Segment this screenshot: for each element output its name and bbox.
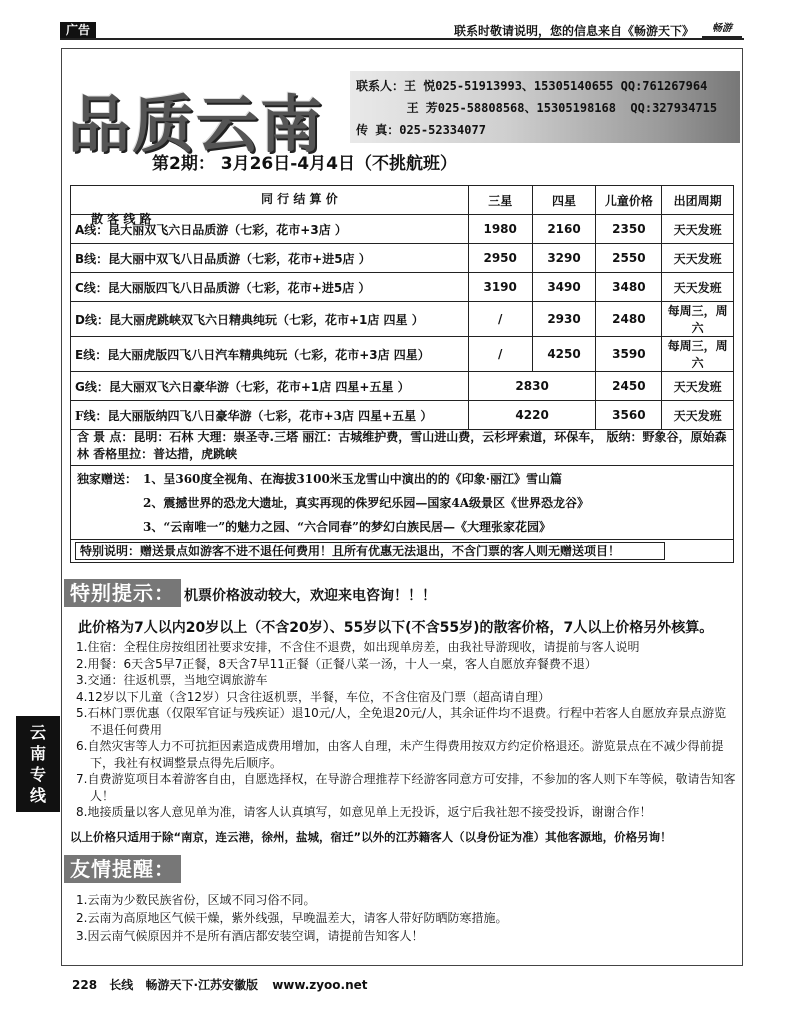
route-cell: F线：昆大丽版纳四飞八日豪华游（七彩，花市+3店 四星+五星 ） (71, 401, 469, 430)
route-cell: B线：昆大丽中双飞八日品质游（七彩，花市+进5店 ） (71, 244, 469, 273)
reminder-list (76, 891, 736, 945)
price-cell: 2450 (596, 372, 662, 401)
schedule-cell: 每周三，周六 (662, 302, 734, 337)
footer-brand: 畅游天下·江苏安徽版 (145, 978, 259, 992)
col-child-price: 儿童价格 (596, 186, 662, 215)
list-item: 2.用餐：6天含5早7正餐，8天含7早11正餐（正餐八菜一汤，十人一桌，客人自愿放弃餐费不退） (76, 656, 597, 671)
banner (62, 69, 742, 189)
price-cell: 1980 (468, 215, 532, 244)
banner-title: 品质云南 (68, 88, 325, 161)
list-item: 1.住宿：全程住房按组团社要求安排，不含住不退费，如出现单房差，由我社导游现收，请提前与客人说明 (76, 640, 640, 654)
list-item: 7.自费游览项目本着游客自由，自愿选择权，在导游合理推荐下经游客同意方可安排，不参加的客人则下车等候，敬请告知客人！ (76, 772, 736, 803)
route-cell: C线：昆大丽版四飞八日品质游（七彩，花市+进5店 ） (71, 273, 469, 302)
route-cell: E线：昆大丽虎版四飞八日汽车精典纯玩（七彩，花市+3店 四星） (71, 337, 469, 372)
footer-website[interactable]: www.zyoo.net (272, 978, 368, 992)
special-tip-badge: 特别提示： (64, 579, 181, 607)
table-corner-header (71, 186, 469, 226)
table-row (71, 337, 734, 372)
schedule-cell: 天天发班 (662, 273, 734, 302)
schedule-cell: 天天发班 (662, 215, 734, 244)
list-item: 2.云南为高原地区气候干燥，紫外线强，早晚温差大，请客人带好防晒防寒措施。 (76, 911, 508, 925)
special-notice: 特别说明：赠送景点如游客不进不退任何费用！且所有优惠无法退出，不含门票的客人则无赠送项目！ (75, 542, 665, 560)
schedule-cell: 天天发班 (662, 401, 734, 430)
page-number: 228 (72, 978, 98, 992)
header-route: 散 客 线 路 (91, 212, 152, 226)
policy-headline: 此价格为7人以内20岁以上（不含20岁）、55岁以下(不含55岁)的散客价格，7人以上价格另外核算。 (78, 620, 714, 636)
col-three-star: 三星 (468, 186, 532, 215)
route-cell: A线：昆大丽双飞六日品质游（七彩，花市+3店 ） (71, 215, 469, 244)
notice-section (71, 539, 733, 561)
merged-price-cell: 4220 (468, 401, 596, 430)
schedule-cell: 每周三，周六 (662, 337, 734, 372)
price-cell: 2480 (596, 302, 662, 337)
gift-item: 1、呈360度全视角、在海拔3100米玉龙雪山中演出的的《印象·丽江》雪山篇 (143, 472, 562, 486)
list-item: 5.石林门票优惠（仅限军官证与残疾证）退10元/人，全免退20元/人，其余证件均不退费。行程中若客人自愿放弃景点游览不退任何费用 (76, 706, 727, 737)
included-attractions: 含 景 点：昆明：石林 大理：崇圣寺.三塔 丽江：古城维护费，雪山进山费，云杉坪索道，环保车， 版纳：野象谷，原始森林 香格里拉：普达措，虎跳峡 (77, 430, 727, 461)
table-row (71, 273, 734, 302)
list-item: 1.云南为少数民族省份，区域不同习俗不同。 (76, 893, 316, 907)
period-title: 第2期： 3月26日-4月4日（不挑航班） (152, 154, 457, 174)
ad-frame (61, 48, 743, 966)
price-cell: 2950 (468, 244, 532, 273)
price-cell: / (468, 302, 532, 337)
price-cell: 4250 (532, 337, 596, 372)
table-row (71, 372, 734, 401)
gift-label: 独家赠送： (77, 472, 138, 486)
list-item: 8.地接质量以客人意见单为准，请客人认真填写，如意见单上无投诉，返宁后我社恕不接受投诉，谢谢合作！ (76, 805, 652, 819)
merged-price-cell: 2830 (468, 372, 596, 401)
schedule-cell: 天天发班 (662, 372, 734, 401)
price-cell: 2930 (532, 302, 596, 337)
contact-box (350, 71, 740, 143)
table-row (71, 302, 734, 337)
list-item: 6.自然灾害等人力不可抗拒因素造成费用增加，由客人自理，未产生得费用按双方约定价格退还。游览景点在不减少得前提下，我社有权调整景点得先后顺序。 (76, 739, 724, 770)
extras-block (70, 425, 734, 563)
price-scope-note: 以上价格只适用于除“南京，连云港，徐州，盐城，宿迁”以外的江苏籍客人（以身份证为准）其他客源地，价格另询！ (70, 830, 672, 844)
reminder-badge: 友情提醒： (64, 855, 181, 883)
route-cell: G线：昆大丽双飞六日豪华游（七彩，花市+1店 四星+五星 ） (71, 372, 469, 401)
price-cell: 2160 (532, 215, 596, 244)
price-cell: 2350 (596, 215, 662, 244)
ad-tag: 广告 (60, 22, 96, 39)
table-row (71, 244, 734, 273)
price-cell: 3560 (596, 401, 662, 430)
fax-line: 传 真：025-52334077 (356, 123, 486, 137)
col-departure: 出团周期 (662, 186, 734, 215)
gift-item: 3、“云南唯一”的魅力之园、“六合同春”的梦幻白族民居—《大理张家花园》 (143, 520, 551, 534)
source-note: 联系时敬请说明，您的信息来自《畅游天下》 (453, 24, 694, 38)
list-item: 4.12岁以下儿童（含12岁）只含往返机票，半餐，车位，不含住宿及门票（超高请自理） (76, 689, 550, 704)
section-side-tab (16, 716, 60, 812)
price-cell: 3290 (532, 244, 596, 273)
schedule-cell: 天天发班 (662, 244, 734, 273)
price-table (70, 185, 734, 430)
page-footer (72, 976, 368, 993)
top-header-strip (0, 0, 800, 46)
price-cell: 3480 (596, 273, 662, 302)
contact-line-1: 联系人：王 悦025-51913993、15305140655 QQ:761267964 (356, 79, 708, 93)
list-item: 3.交通：往返机票，当地空调旅游车 (76, 673, 268, 687)
price-cell: 3590 (596, 337, 662, 372)
gift-item: 2、震撼世界的恐龙大遗址，真实再现的侏罗纪乐园—国家4A级景区《世界恐龙谷》 (143, 496, 590, 510)
table-header-row (71, 186, 734, 215)
price-cell: 2550 (596, 244, 662, 273)
contact-line-2: 王 芳025-58808568、15305198168 QQ:327934715 (356, 101, 718, 115)
header-settlement: 同 行 结 算 价 (261, 192, 338, 206)
special-tip-text: 机票价格波动较大，欢迎来电咨询！！！ (184, 588, 436, 604)
col-four-star: 四星 (532, 186, 596, 215)
price-cell: / (468, 337, 532, 372)
side-tab-label: 云南专线 (29, 723, 46, 805)
magazine-logo: 畅游 (702, 20, 742, 38)
price-cell: 3490 (532, 273, 596, 302)
price-cell: 3190 (468, 273, 532, 302)
gifts-section (71, 465, 733, 541)
table-row (71, 215, 734, 244)
policy-list (74, 639, 736, 821)
list-item: 3.因云南气候原因并不是所有酒店都安装空调，请提前告知客人！ (76, 929, 424, 943)
footer-tag: 长线 (109, 978, 134, 992)
route-cell: D线：昆大丽虎跳峡双飞六日精典纯玩（七彩，花市+1店 四星 ） (71, 302, 469, 337)
